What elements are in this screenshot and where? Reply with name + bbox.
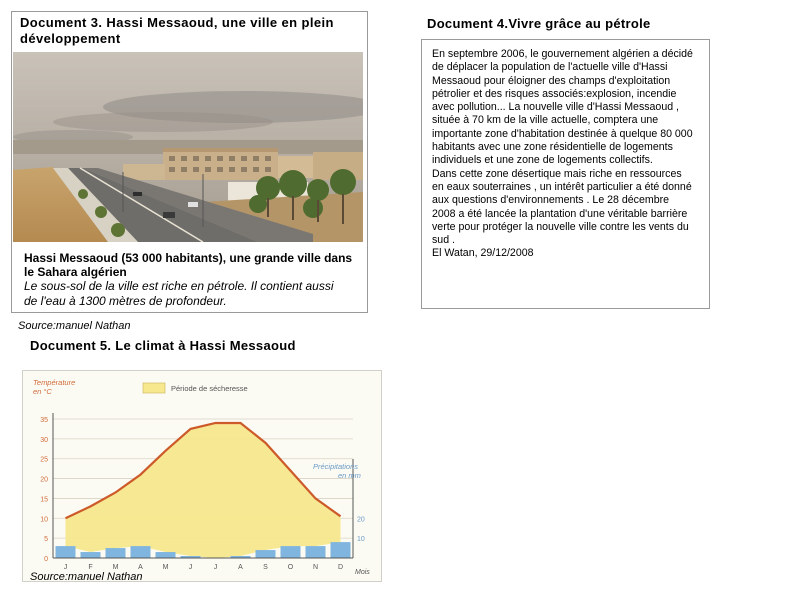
document-5-title: Document 5. Le climat à Hassi Messaoud bbox=[30, 338, 296, 353]
y2-tick-label: 20 bbox=[357, 516, 365, 524]
y-tick-label: 0 bbox=[44, 556, 48, 563]
month-label: J bbox=[213, 564, 218, 571]
hassi-messaoud-photo bbox=[13, 52, 363, 242]
document-4-title: Document 4.Vivre grâce au pétrole bbox=[427, 16, 651, 31]
month-label: A bbox=[238, 564, 243, 571]
precipitation-bar bbox=[156, 552, 176, 558]
y-axis-title: Température bbox=[33, 378, 76, 387]
precipitation-bar bbox=[331, 542, 351, 558]
y2-tick-label: 10 bbox=[357, 536, 365, 544]
month-label: M bbox=[112, 564, 119, 571]
month-label: F bbox=[88, 564, 93, 571]
y-tick-label: 20 bbox=[40, 476, 48, 484]
precipitation-bar bbox=[256, 550, 276, 558]
document-3-box bbox=[11, 11, 368, 313]
y2-axis-title: Précipitations bbox=[313, 462, 359, 471]
y-axis-title-unit: en °C bbox=[33, 387, 52, 396]
y-tick-label: 35 bbox=[40, 417, 48, 424]
document-4-text bbox=[432, 48, 694, 261]
y-tick-label: 10 bbox=[40, 516, 48, 524]
source-document-5: Source:manuel Nathan bbox=[30, 571, 143, 583]
document-4-citation: El Watan, 29/12/2008 bbox=[432, 247, 534, 260]
y-tick-label: 25 bbox=[40, 456, 48, 464]
month-label: D bbox=[337, 564, 344, 571]
document-4-box bbox=[421, 39, 710, 309]
month-label: S bbox=[263, 564, 268, 571]
month-label: M bbox=[162, 564, 169, 571]
document-3-title: Document 3. Hassi Messaoud, une ville en plein développement bbox=[20, 15, 334, 46]
precipitation-bar bbox=[306, 546, 326, 558]
climate-chart bbox=[22, 370, 382, 582]
precipitation-bar bbox=[106, 548, 126, 558]
document-4-paragraph-1: En septembre 2006, le gouvernement algérien a décidé de déplacer la population de l'actuelle ville d'Hassi Messaoud pour éloigner des champs d'exploitation pétrolier et des risques associés:explosion, incendie avec pollution... La nouvelle ville d'Hassi Messaoud , située à 70 km de la ville actuelle, comptera une importante zone d'habitation destinée à quelque 80 000 habitants avec une zone résidentielle de logements individuels et une zone de logements collectifs. bbox=[432, 48, 693, 167]
legend-label-drought: Période de sécheresse bbox=[171, 384, 248, 393]
drought-period-area bbox=[66, 423, 341, 558]
x-axis-title: Mois bbox=[355, 569, 370, 576]
month-label: J bbox=[188, 564, 193, 571]
precipitation-bar bbox=[56, 546, 76, 558]
precipitation-bar bbox=[81, 552, 101, 558]
y-tick-label: 5 bbox=[44, 536, 48, 544]
legend-swatch-drought bbox=[143, 383, 165, 393]
document-4-paragraph-2: Dans cette zone désertique mais riche en ressources en eaux souterraines , un intérêt particulier a été donné aux questions d'environnements . Le 28 décembre 2008 a été lancée la plantation d'une véritable barrière verte pour protéger la nouvelle ville contre les vents du sud . bbox=[432, 167, 692, 247]
source-document-3: Source:manuel Nathan bbox=[18, 320, 131, 332]
precipitation-bar bbox=[131, 546, 151, 558]
month-label: N bbox=[312, 564, 319, 571]
y2-axis-title-unit: en mm bbox=[338, 471, 361, 480]
precipitation-bar bbox=[281, 546, 301, 558]
month-label: J bbox=[63, 564, 68, 571]
photo-caption-title: Hassi Messaoud (53 000 habitants), une grande ville dans le Sahara algérien bbox=[24, 251, 353, 279]
month-label: A bbox=[138, 564, 143, 571]
city-street-photo-illustration bbox=[13, 52, 363, 242]
photo-caption-description: Le sous-sol de la ville est riche en pétrole. Il contient aussi de l'eau à 1300 mètres de profondeur. bbox=[24, 279, 334, 308]
month-label: O bbox=[287, 564, 294, 571]
y-tick-label: 30 bbox=[40, 436, 48, 444]
climate-chart-svg bbox=[23, 371, 381, 581]
y-tick-label: 15 bbox=[40, 496, 48, 504]
